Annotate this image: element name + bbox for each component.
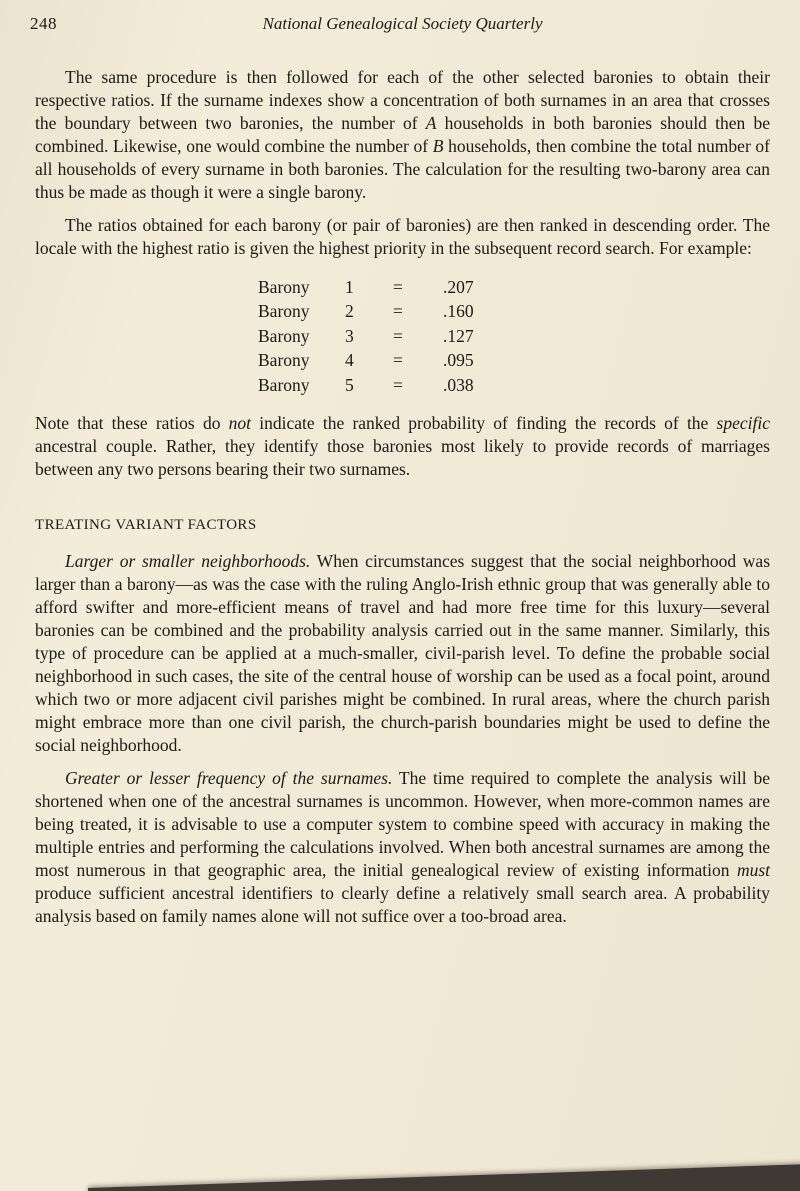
ratio-table-cell-num: 4 <box>345 350 354 371</box>
page-header <box>30 14 770 42</box>
text-segment: ancestral couple. Rather, they identify those baronies most likely to provide records of marriages between any two persons bearing their two surnames. <box>35 436 770 480</box>
ratio-table-cell-value: .038 <box>443 374 474 395</box>
page-number: 248 <box>30 14 57 33</box>
ratio-table-cell-label: Barony <box>258 350 310 371</box>
barony-ratio-table <box>258 275 498 397</box>
ratio-table-cell-num: 3 <box>345 325 354 346</box>
ratio-table-row <box>258 299 498 323</box>
italic-text-segment: Larger or smaller neighborhoods. <box>65 551 311 572</box>
text-segment: The ratios obtained for each barony (or pair of baronies) are then ranked in descending order. The locale with the highest ratio is given the highest priority in the subsequent record search. For example: <box>35 215 770 258</box>
ratio-table-cell-value: .207 <box>443 277 474 297</box>
ratio-table-cell-value: .160 <box>443 301 474 322</box>
paragraph-ratios-ranked <box>35 214 770 260</box>
paragraph-surname-frequency <box>35 767 770 928</box>
ratio-table-cell-eq: = <box>393 301 403 322</box>
paragraph-procedure <box>35 66 770 204</box>
scan-bottom-edge <box>88 1162 800 1191</box>
text-segment: households, then combine the total number of all households of every surname in both baronies. The calculation for the resulting two-barony area can thus be made as though it were a single barony. <box>35 136 770 202</box>
section-heading-treating-variant-factors: TREATING VARIANT FACTORS <box>35 517 257 534</box>
paragraph-neighborhoods <box>35 550 770 757</box>
text-segment: produce sufficient ancestral identifiers to clearly define a relatively small search area. A probability analysis based on family names alone will not suffice over a too-broad area. <box>35 883 770 927</box>
paragraph-note <box>35 412 770 481</box>
italic-text-segment: specific <box>716 413 770 434</box>
italic-text-segment: A <box>425 113 437 133</box>
ratio-table-cell-eq: = <box>393 325 403 346</box>
ratio-table-cell-label: Barony <box>258 277 310 297</box>
ratio-table-row <box>258 348 498 372</box>
italic-text-segment: must <box>736 860 770 881</box>
ratio-table-cell-eq: = <box>393 277 403 297</box>
ratio-table-row <box>258 324 498 348</box>
italic-text-segment: not <box>228 413 252 434</box>
text-segment: indicate the ranked probability of finding the records of the <box>251 413 717 434</box>
journal-title: National Genealogical Society Quarterly <box>262 14 543 33</box>
ratio-table-row <box>258 275 498 299</box>
ratio-table-cell-value: .095 <box>443 350 474 371</box>
ratio-table-cell-value: .127 <box>443 325 474 346</box>
text-segment: The time required to complete the analysis will be shortened when one of the ancestral surnames is uncommon. However, when more-common names are being treated, it is advisable to use a computer system to combine speed with accuracy in making the multiple entries and performing the calculations involved. When both ancestral surnames are among the most numerous in that geographic area, the initial genealogical review of existing information <box>35 768 770 881</box>
page-body <box>35 66 770 928</box>
ratio-table-cell-num: 2 <box>345 301 354 322</box>
text-segment: The same procedure is then followed for each of the other selected baronies to obtain their respective ratios. If the surname indexes show a concentration of both surnames in an area that crosses the boundary between two baronies, the number of <box>35 67 770 133</box>
ratio-table-cell-label: Barony <box>258 325 310 346</box>
ratio-table-cell-eq: = <box>393 374 403 395</box>
ratio-table-cell-label: Barony <box>258 374 310 395</box>
italic-text-segment: B <box>432 136 444 156</box>
text-segment: households in both baronies should then be combined. Likewise, one would combine the number of <box>35 113 770 156</box>
italic-text-segment: Greater or lesser frequency of the surnames. <box>65 768 393 789</box>
ratio-table-row <box>258 373 498 397</box>
ratio-table-cell-label: Barony <box>258 301 310 322</box>
ratio-table-cell-eq: = <box>393 350 403 371</box>
ratio-table-cell-num: 1 <box>345 277 354 297</box>
text-segment: When circumstances suggest that the social neighborhood was larger than a barony—as was the case with the ruling Anglo-Irish ethnic group that was generally able to afford swifter and more-efficient means of travel and had more free time for this luxury—several baronies can be combined and the probability analysis carried out in the same manner. Similarly, this type of procedure can be applied at a much-smaller, civil-parish level. To define the probable social neighborhood in such cases, the site of the central house of worship can be used as a focal point, around which two or more adjacent civil parishes might be combined. In rural areas, where the church parish might embrace more than one civil parish, the church-parish boundaries might be used to define the social neighborhood. <box>35 551 771 756</box>
ratio-table-cell-num: 5 <box>345 374 354 395</box>
text-segment: Note that these ratios do <box>35 413 229 434</box>
